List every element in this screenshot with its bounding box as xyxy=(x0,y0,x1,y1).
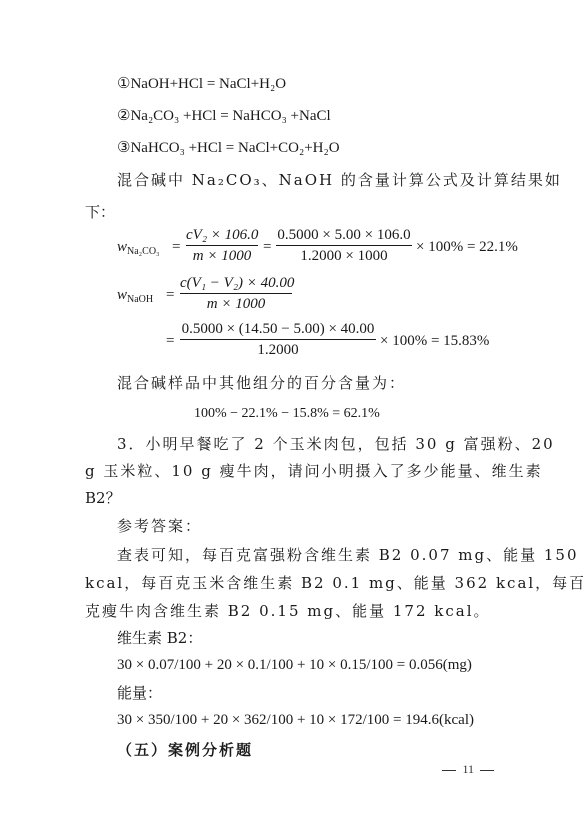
reaction-2: ②Na₂CO₃ +HCl = NaHCO₃ +NaCl xyxy=(117,108,331,124)
formula-tail: × 100% = 22.1% xyxy=(416,239,518,255)
numerator: 0.5000 × (14.50 − 5.00) × 40.00 xyxy=(181,321,375,337)
equals-sign: = xyxy=(166,287,175,303)
fraction-1 xyxy=(180,274,295,313)
formula-tail: × 100% = 15.83% xyxy=(380,333,490,349)
equals-sign: = xyxy=(166,333,175,349)
footer-dash xyxy=(480,770,494,771)
other-components-formula: 100% − 22.1% − 15.8% = 62.1% xyxy=(194,406,380,421)
energy-label: 能量： xyxy=(117,684,163,702)
vitamin-b2-formula: 30 × 0.07/100 + 20 × 0.1/100 + 10 × 0.15/100 = 0.056(mg) xyxy=(117,657,472,673)
answer-line-3: 克瘦牛肉含维生素 B2 0.15 mg、能量 172 kcal。 xyxy=(85,602,491,620)
formula-na2co3-lhs: $w_{Na_2CO_3}$ xyxy=(117,239,160,257)
numerator: 0.5000 × 5.00 × 106.0 xyxy=(277,227,411,243)
page-number: 11 xyxy=(462,762,474,776)
fraction-2 xyxy=(180,320,376,359)
answer-line-2: kcal，每百克玉米含维生素 B2 0.1 mg、能量 362 kcal，每百 xyxy=(85,574,586,592)
numerator: cV₂ × 106.0 xyxy=(186,227,259,243)
question-3-line-2: g 玉米粒、10 g 瘦牛肉，请问小明摄入了多少能量、维生素 xyxy=(85,462,543,480)
equals-sign: = xyxy=(172,239,181,255)
section-heading: （五）案例分析题 xyxy=(117,741,254,759)
fraction-bar xyxy=(180,293,292,294)
fraction-bar xyxy=(276,245,412,246)
fraction-2 xyxy=(276,226,412,265)
fraction-1 xyxy=(186,226,258,265)
denominator: m × 1000 xyxy=(192,248,252,264)
equals-sign: = xyxy=(263,239,272,255)
footer-dash xyxy=(442,770,456,771)
fraction-bar xyxy=(186,245,258,246)
intro-line-1: 混合碱中 Na₂CO₃、NaOH 的含量计算公式及计算结果如 xyxy=(117,171,562,189)
numerator: c(V₁ − V₂) × 40.00 xyxy=(180,275,295,291)
answer-line-1: 查表可知，每百克富强粉含维生素 B2 0.07 mg、能量 150 xyxy=(117,546,579,564)
formula-naoh-lhs: $w_{NaOH}$ xyxy=(117,287,154,305)
intro-line-2: 下： xyxy=(85,203,116,221)
vitamin-b2-label: 维生素 B2： xyxy=(117,629,203,647)
reaction-3: ③NaHCO₃ +HCl = NaCl+CO₂+H₂O xyxy=(117,140,340,156)
denominator: 1.2000 xyxy=(257,342,299,358)
energy-formula: 30 × 350/100 + 20 × 362/100 + 10 × 172/100 = 194.6(kcal) xyxy=(117,712,474,728)
question-3-line-1: 3．小明早餐吃了 2 个玉米肉包，包括 30 g 富强粉、20 xyxy=(117,435,555,453)
answer-label: 参考答案： xyxy=(117,517,203,535)
denominator: 1.2000 × 1000 xyxy=(300,248,388,264)
question-3-line-3: B2？ xyxy=(85,489,121,507)
other-components-label: 混合碱样品中其他组分的百分含量为： xyxy=(117,374,407,392)
reaction-1: ①NaOH+HCl = NaCl+H₂O xyxy=(117,76,287,92)
denominator: m × 1000 xyxy=(206,296,266,312)
page-footer xyxy=(436,762,500,777)
fraction-bar xyxy=(180,339,376,340)
